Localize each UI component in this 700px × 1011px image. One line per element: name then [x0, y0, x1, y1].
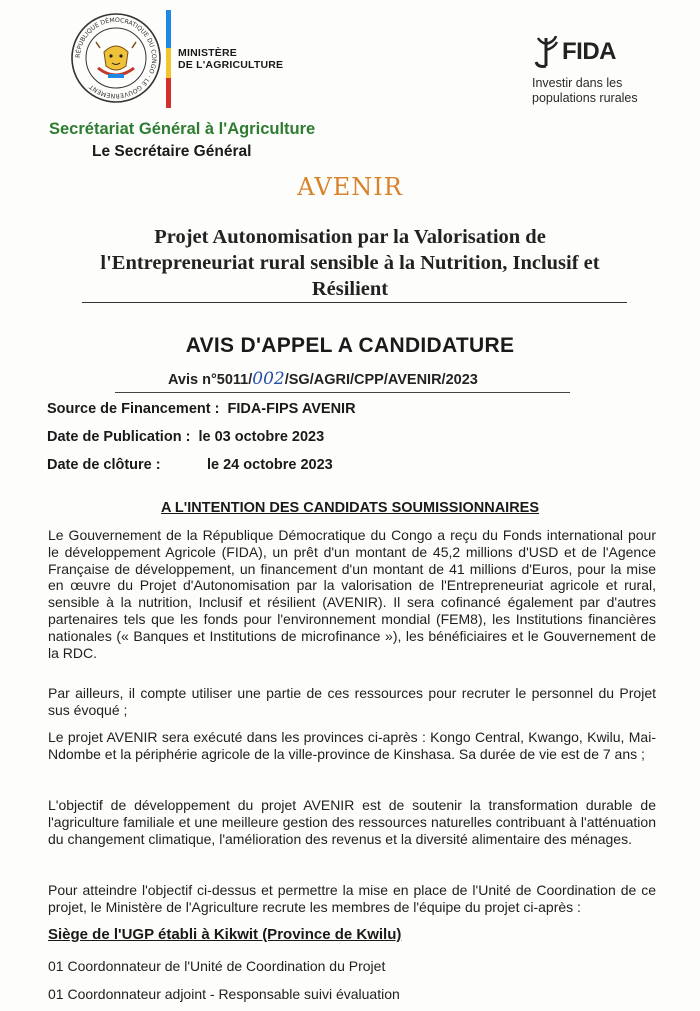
project-acronym: AVENIR — [297, 173, 403, 201]
notice-number-suffix: /SG/AGRI/CPP/AVENIR/2023 — [284, 372, 478, 388]
secretariat-title: Secrétariat Général à l'Agriculture — [49, 120, 316, 138]
drc-flag-stripe — [166, 10, 171, 108]
publication-date — [47, 429, 324, 445]
paragraph: Pour atteindre l'objectif ci-dessus et permettre la mise en place de l'Unité de Coordination de ce projet, le Ministère de l'Agriculture recrute les membres de l'équipe du projet ci-après : — [48, 882, 656, 915]
list-item: 01 Coordonnateur adjoint - Responsable suivi évaluation — [48, 986, 400, 1002]
ministry-line-2: DE L'AGRICULTURE — [178, 59, 284, 71]
ministry-line-1: MINISTÈRE — [178, 47, 237, 59]
location-heading: Siège de l'UGP établi à Kikwit (Province de Kwilu) — [48, 926, 402, 943]
fida-wheat-logo-icon — [532, 36, 560, 70]
funding-source — [47, 401, 356, 417]
notice-number-handwritten: 002 — [252, 369, 285, 389]
closing-date-label: Date de clôture : — [47, 457, 161, 473]
fida-tagline — [532, 76, 638, 106]
funding-source-value: FIDA-FIPS AVENIR — [227, 401, 356, 417]
list-item: 01 Coordonnateur de l'Unité de Coordination du Projet — [48, 958, 386, 974]
publication-date-value: le 03 octobre 2023 — [198, 429, 325, 445]
secretary-general: Le Secrétaire Général — [92, 143, 252, 160]
paragraph: Par ailleurs, il compte utiliser une partie de ces ressources pour recruter le personnel du Projet sus évoqué ; — [48, 685, 656, 718]
funding-source-label: Source de Financement : — [47, 401, 220, 417]
closing-date-value: le 24 octobre 2023 — [207, 457, 333, 473]
ministry-label — [178, 47, 283, 71]
fida-name: FIDA — [562, 38, 616, 65]
notice-number-prefix: Avis n°5011/ — [168, 372, 253, 388]
project-title-line-2: l'Entrepreneuriat rural sensible à la Nutrition, Inclusif et — [100, 252, 600, 274]
fida-tagline-1: Investir dans les — [532, 76, 623, 90]
publication-date-label: Date de Publication : — [47, 429, 191, 445]
project-title — [70, 224, 630, 302]
notice-title: AVIS D'APPEL A CANDIDATURE — [185, 334, 515, 357]
notice-number — [168, 369, 478, 389]
project-title-line-3: Résilient — [311, 278, 389, 300]
paragraph: L'objectif de développement du projet AVENIR est de soutenir la transformation durable de l'agriculture familiale et une meilleure gestion des ressources naturelles contribuant à l'atténuation du changement climatique, l'amélioration des revenus et la diversité alimentaire des ménages. — [48, 797, 656, 847]
divider — [115, 392, 570, 393]
paragraph: Le Gouvernement de la République Démocratique du Congo a reçu du Fonds international pour le développement Agricole (FIDA), un prêt d'un montant de 45,2 millions d'USD et de l'Agence Française de développement, un financement d'un montant de 41 millions d'Euros, pour la mise en œuvre du Projet d'Autonomisation par la valorisation de l'Entrepreneuriat agricole et rural, sensible à la nutrition, Inclusif et résilient (AVENIR). Il sera cofinancé également par d'autres partenaires tels que les fonds pour l'environnement mondial (FEM8), les Institutions financières nationales (« Banques et Institutions de microfinance »), les bénéficiaires et le Gouvernement de la RDC. — [48, 527, 656, 661]
project-title-line-1: Projet Autonomisation par la Valorisation de — [154, 226, 546, 248]
divider — [82, 302, 627, 303]
closing-date — [47, 457, 447, 473]
svg-text:RÉPUBLIQUE DÉMOCRATIQUE DU CON: RÉPUBLIQUE DÉMOCRATIQUE DU CONGO · LE GOUVERNEMENT — [74, 16, 158, 100]
drc-government-seal-icon — [70, 12, 162, 104]
fida-tagline-2: populations rurales — [532, 91, 638, 105]
paragraph: Le projet AVENIR sera exécuté dans les provinces ci-après : Kongo Central, Kwango, Kwilu, Mai-Ndombe et la périphérie agricole de la ville-province de Kinshasa. Sa durée de vie est de 7 ans ; — [48, 729, 656, 762]
section-heading: A L'INTENTION DES CANDIDATS SOUMISSIONNAIRES — [160, 500, 540, 516]
